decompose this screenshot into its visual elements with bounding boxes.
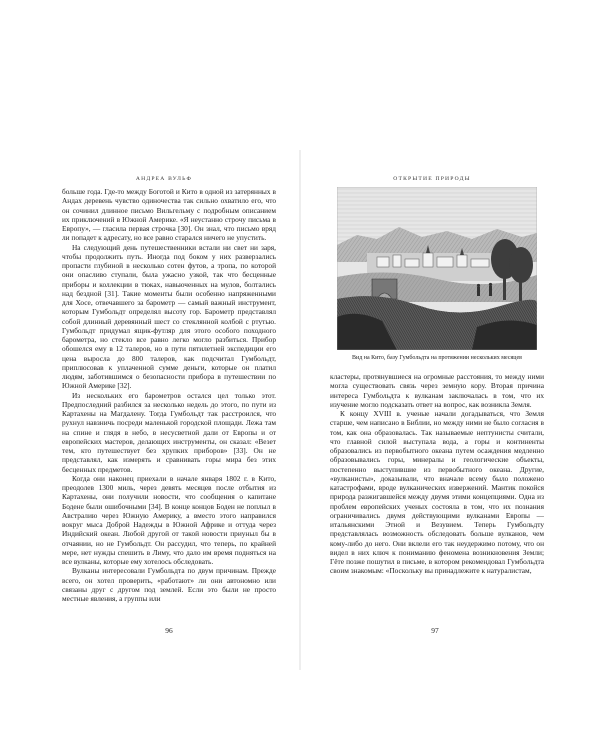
- figure-caption: Вид на Кито, базу Гумбольдта на протяжении нескольких месяцев: [352, 355, 522, 361]
- paragraph: Вулканы интересовали Гумбольдта по двум причинам. Прежде всего, он хотел проверить, «работают» ли они автономно или связаны друг с другом под землей. Если это были не просто местные явления, а группы или: [62, 566, 276, 603]
- paragraph: больше года. Где-то между Боготой и Кито в одной из затерянных в Андах деревень чувство одиночества так сильно охватило его, что он сочинил длинное письмо Вильгельму с подробным описанием их приключений в Южной Америке. «Я неустанно строчу письма в Европу», — гласила первая строчка [30]. Он знал, что письмо вряд ли попадет к адресату, но все равно старался ничего не упустить.: [62, 187, 276, 243]
- right-page: [300, 0, 600, 750]
- page-number: 96: [165, 626, 173, 635]
- running-head-author: АНДРЕА ВУЛЬФ: [135, 176, 193, 182]
- left-page-body: [62, 187, 276, 603]
- paragraph: На следующий день путешественники встали ни свет ни заря, чтобы продолжить путь. Иногда под боком у них разверзались пропасти глубиной в несколько сотен футов, а тропа, по которой они опасливо ступали, была ужасно узкой, так что бесценные приборы и коллекции в тюках, навьюченных на мулов, болтались над бездной [31]. Такие моменты были особенно напряженными для Хосе, отвечавшего за барометр — самый важный инструмент, которым Гумбольдт определял высоту гор. Барометр представлял собой длинный деревянный шест со стеклянной колбой с ртутью. Гумбольдт придумал ящик-футляр для этого особого походного барометра, но стекло все равно легко могло разбиться. Прибор обошелся ему в 12 талеров, но в пути пятилетней экспедиции его цена выросла до 800 талеров, как подсчитал Гумбольдт, приплюсовав к уплаченной сумме деньги, которые он платил людям, заботившимся о безопасности прибора в путешествии по Южной Америке [32].: [62, 242, 276, 391]
- paragraph: Из нескольких его барометров остался цел только этот. Предпоследний разбился за несколько недель до этого, по пути из Картахены на Магдалену. Тогда Гумбольдт так расстроился, что рухнул навзничь посреди маленькой городской площади. Лежа там на спине и глядя в небо, в несусветной дали от Европы и от европейских мастеров, делающих инструменты, он сказал: «Везет тем, кто путешествует без хрупких приборов» [33]. Он не представлял, как измерять и сравнивать горы мира без этих бесценных предметов.: [62, 390, 276, 474]
- paragraph: К концу XVIII в. ученые начали догадываться, что Земля старше, чем написано в Библии, но между ними не было согласия в том, как она образовалась. Так называемые нептунисты считали, что главной силой выступала вода, а горы и континенты образовались из первобытного океана путем осаждения медленно образовывались горы, минералы и геологические объекты, постепенно выступившие из первобытного океана. Другие, «вулканисты», доказывали, что вначале всему было положено катастрофами, вроде вулканических извержений. Мантик покойся природа разжигавшейся между двумя этими концепциями. Одна из проблем европейских ученых состояла в том, что их познания ограничивались двумя действующими вулканами Европы — итальянскими Этной и Везувием. Теперь Гумбольдту представлялась возможность обследовать больше вулканов, чем кому-либо до него. Они вклели его так неудержимо потому, что он видел в них ключ к пониманию феномена возникновения Земли; Гёте позже пошутил в письме, в котором рекомендовал Гумбольдта своим знакомым: «Поскольку вы принадлежите к натуралистам,: [330, 409, 544, 576]
- paragraph: кластеры, протянувшиеся на огромные расстояния, то между ними могла существовать связь через земную кору. Вторая причина интереса Гумбольдта к вулканам заключалась в том, что их изучение могло подсказать ответ на вопрос, как возникла Земля.: [330, 372, 544, 409]
- engraving-view-of-quito-illustration: [337, 187, 537, 350]
- paragraph: Когда они наконец приехали в начале января 1802 г. в Кито, преодолев 1300 миль, через девять месяцев после отбытия из Картахены, они получили новости, что сообщения о капитане Бодене были ошибочными [34]. В конце концов Боден не поплыл в Австралию через Южную Америку, а вместо этого направился вокруг мыса Доброй Надежды в Южной Африке и оттуда через Индийский океан. Любой другой от такой новости приуныл бы в отчаянии, но не Гумбольдт. Он рассудил, что теперь, по крайней мере, нет нужды спешить в Лиму, что дало им время подняться на все вулканы, которые ему хотелось обследовать.: [62, 473, 276, 566]
- page-number: 97: [431, 626, 439, 635]
- right-page-body: [330, 372, 544, 576]
- running-head-title: ОТКРЫТИЕ ПРИРОДЫ: [393, 176, 471, 182]
